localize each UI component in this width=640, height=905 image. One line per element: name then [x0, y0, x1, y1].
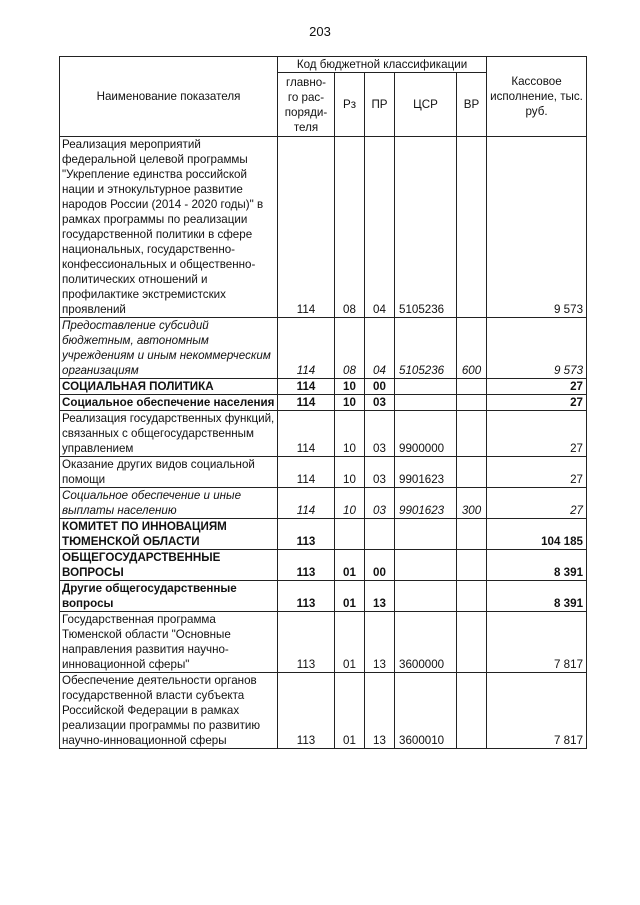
row-amount: 8 391 [487, 550, 587, 581]
row-csr [395, 550, 457, 581]
table-row [60, 137, 587, 318]
row-name: Государственная программа Тюменской области "Основные направления развития научно-инновационной сферы" [60, 612, 278, 673]
row-csr: 3600000 [395, 612, 457, 673]
row-amount: 8 391 [487, 581, 587, 612]
row-csr [395, 379, 457, 395]
table-row [60, 550, 587, 581]
row-rz: 01 [335, 612, 365, 673]
row-pr: 13 [365, 581, 395, 612]
row-csr [395, 519, 457, 550]
row-name: Другие общегосударственные вопросы [60, 581, 278, 612]
table-row [60, 318, 587, 379]
row-amount: 9 573 [487, 318, 587, 379]
row-csr [395, 581, 457, 612]
row-vr [457, 137, 487, 318]
header-gr: главно- го рас- поряди- теля [278, 73, 335, 137]
row-name: Социальное обеспечение населения [60, 395, 278, 411]
row-gr: 114 [278, 411, 335, 457]
row-pr: 13 [365, 612, 395, 673]
table-row [60, 581, 587, 612]
row-vr: 600 [457, 318, 487, 379]
table-row [60, 673, 587, 749]
row-gr: 113 [278, 612, 335, 673]
row-name: Предоставление субсидий бюджетным, автономным учреждениям и иным некоммерческим организациям [60, 318, 278, 379]
header-code-group: Код бюджетной классификации [278, 57, 487, 73]
table-row [60, 411, 587, 457]
row-vr [457, 395, 487, 411]
row-vr [457, 519, 487, 550]
row-vr: 300 [457, 488, 487, 519]
row-pr: 04 [365, 137, 395, 318]
row-amount: 27 [487, 488, 587, 519]
row-amount: 27 [487, 457, 587, 488]
row-name: СОЦИАЛЬНАЯ ПОЛИТИКА [60, 379, 278, 395]
row-gr: 114 [278, 457, 335, 488]
header-amount: Кассовое исполнение, тыс. руб. [487, 57, 587, 137]
row-rz: 08 [335, 318, 365, 379]
row-vr [457, 673, 487, 749]
row-amount: 7 817 [487, 612, 587, 673]
row-amount: 27 [487, 379, 587, 395]
row-pr: 03 [365, 411, 395, 457]
table-row [60, 379, 587, 395]
row-pr: 04 [365, 318, 395, 379]
header-rz: Рз [335, 73, 365, 137]
row-csr: 3600010 [395, 673, 457, 749]
header-vr: ВР [457, 73, 487, 137]
row-name: Оказание других видов социальной помощи [60, 457, 278, 488]
row-name: Реализация государственных функций, связанных с общегосударственным управлением [60, 411, 278, 457]
row-vr [457, 612, 487, 673]
row-csr [395, 395, 457, 411]
row-rz: 01 [335, 550, 365, 581]
header-csr: ЦСР [395, 73, 457, 137]
row-name: ОБЩЕГОСУДАРСТВЕННЫЕ ВОПРОСЫ [60, 550, 278, 581]
row-pr: 03 [365, 457, 395, 488]
row-csr: 9901623 [395, 488, 457, 519]
row-csr: 9901623 [395, 457, 457, 488]
row-amount: 104 185 [487, 519, 587, 550]
page-number: 203 [309, 24, 331, 39]
table-row [60, 457, 587, 488]
row-gr: 113 [278, 519, 335, 550]
table-row [60, 488, 587, 519]
row-rz: 10 [335, 395, 365, 411]
table-row [60, 612, 587, 673]
row-rz [335, 519, 365, 550]
row-pr: 03 [365, 395, 395, 411]
row-rz: 10 [335, 488, 365, 519]
row-pr: 13 [365, 673, 395, 749]
row-rz: 01 [335, 581, 365, 612]
row-name: Реализация мероприятий федеральной целевой программы "Укрепление единства российской нации и этнокультурное развитие народов России (2014 - 2020 годы)" в рамках программы по реализации государственной политики в сфере национальных, государственно-конфессиональных и общественно-политических отношений и профилактике экстремистских проявлений [60, 137, 278, 318]
row-gr: 114 [278, 488, 335, 519]
row-csr: 5105236 [395, 137, 457, 318]
row-pr: 00 [365, 550, 395, 581]
row-vr [457, 581, 487, 612]
row-amount: 7 817 [487, 673, 587, 749]
budget-table [59, 56, 587, 749]
row-gr: 114 [278, 318, 335, 379]
row-csr: 5105236 [395, 318, 457, 379]
header-pr: ПР [365, 73, 395, 137]
row-csr: 9900000 [395, 411, 457, 457]
row-vr [457, 379, 487, 395]
row-name: КОМИТЕТ ПО ИННОВАЦИЯМ ТЮМЕНСКОЙ ОБЛАСТИ [60, 519, 278, 550]
row-pr [365, 519, 395, 550]
row-amount: 27 [487, 411, 587, 457]
row-rz: 10 [335, 457, 365, 488]
row-gr: 114 [278, 379, 335, 395]
table-row [60, 395, 587, 411]
row-vr [457, 457, 487, 488]
row-gr: 114 [278, 137, 335, 318]
table-row [60, 519, 587, 550]
row-rz: 10 [335, 379, 365, 395]
row-gr: 114 [278, 395, 335, 411]
row-gr: 113 [278, 581, 335, 612]
row-gr: 113 [278, 673, 335, 749]
row-rz: 08 [335, 137, 365, 318]
row-vr [457, 550, 487, 581]
row-rz: 10 [335, 411, 365, 457]
row-gr: 113 [278, 550, 335, 581]
row-amount: 9 573 [487, 137, 587, 318]
row-name: Обеспечение деятельности органов государственной власти субъекта Российской Федерации в рамках реализации программы по развитию научно-инновационной сферы [60, 673, 278, 749]
row-name: Социальное обеспечение и иные выплаты населению [60, 488, 278, 519]
row-pr: 00 [365, 379, 395, 395]
row-pr: 03 [365, 488, 395, 519]
row-amount: 27 [487, 395, 587, 411]
row-rz: 01 [335, 673, 365, 749]
row-vr [457, 411, 487, 457]
header-name: Наименование показателя [60, 57, 278, 137]
